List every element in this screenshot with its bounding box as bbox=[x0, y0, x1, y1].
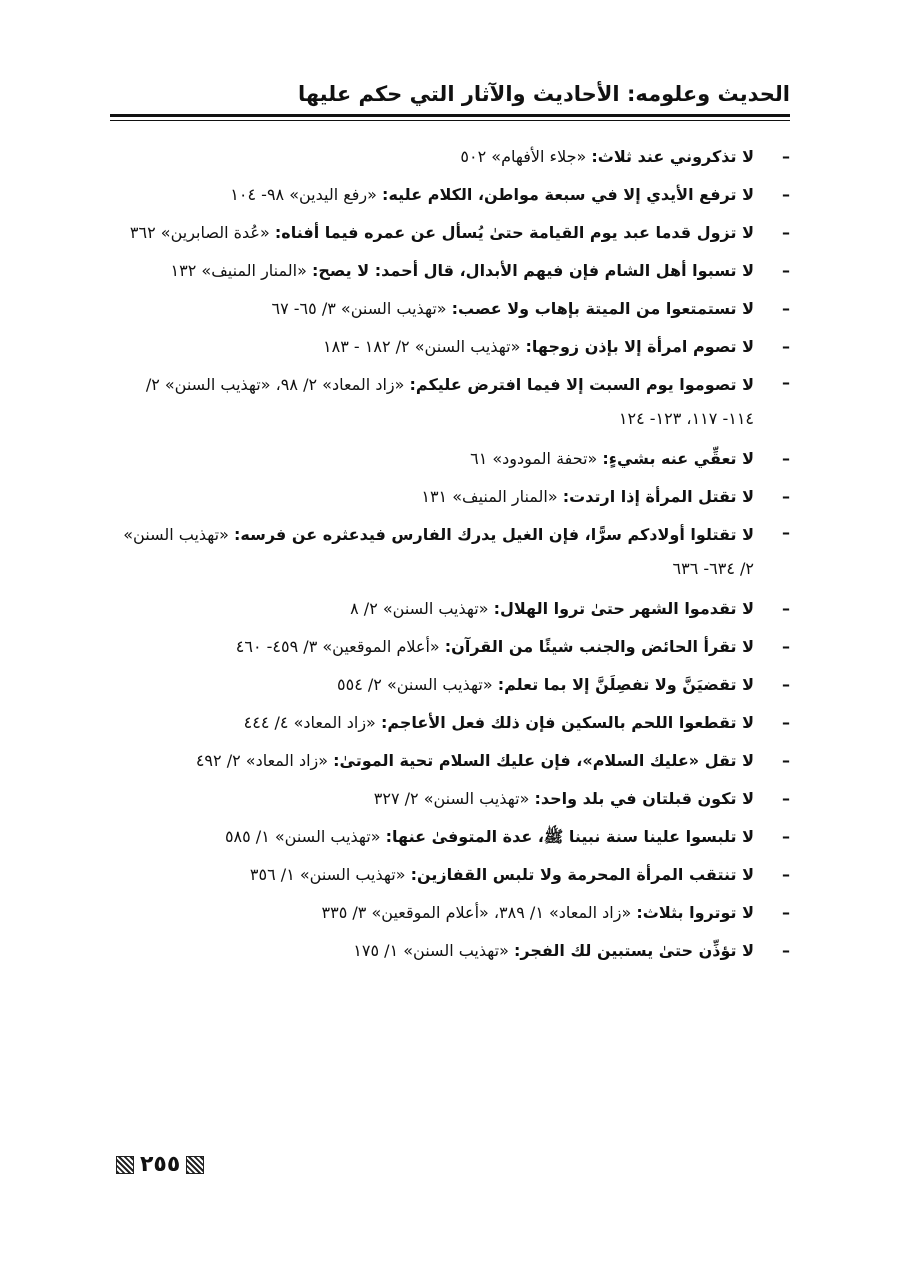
hadith-text: لا تقتلوا أولادكم سرًّا، فإن الغيل يدرك الفارس فيدعثره عن فرسه: bbox=[234, 525, 754, 544]
hadith-text: لا تلبسوا علينا سنة نبينا ﷺ، عدة المتوفىٰ عنها: bbox=[385, 827, 754, 846]
source-reference: «تهذيب السنن» ٢/ ٥٥٤ bbox=[337, 675, 493, 694]
hadith-text: لا تذكروني عند ثلاث: bbox=[591, 147, 754, 166]
list-item bbox=[110, 214, 790, 252]
hadith-text: لا تصوم امرأة إلا بإذن زوجها: bbox=[525, 337, 754, 356]
dash-bullet: – bbox=[782, 337, 790, 356]
list-item bbox=[110, 252, 790, 290]
page-number: ٢٥٥ bbox=[140, 1152, 181, 1177]
list-item bbox=[110, 704, 790, 742]
source-reference: «تهذيب السنن» ١/ ٥٨٥ bbox=[224, 827, 381, 846]
source-reference: «تهذيب السنن» ١/ ٣٥٦ bbox=[249, 865, 406, 884]
list-item bbox=[110, 138, 790, 176]
dash-bullet: – bbox=[782, 941, 790, 960]
list-item bbox=[110, 516, 790, 590]
dash-bullet: – bbox=[782, 865, 790, 884]
source-reference: «زاد المعاد» ١/ ٣٨٩، «أعلام الموقعين» ٣/ ٣٣٥ bbox=[321, 903, 632, 922]
source-reference: «زاد المعاد» ٤/ ٤٤٤ bbox=[243, 713, 376, 732]
hadith-text: لا ترفع الأيدي إلا في سبعة مواطن، الكلام عليه: bbox=[382, 185, 754, 204]
ornament-right-icon bbox=[186, 1156, 204, 1174]
hadith-text: لا تقرأ الحائض والجنب شيئًا من القرآن: bbox=[444, 637, 754, 656]
dash-bullet: – bbox=[782, 223, 790, 242]
list-item bbox=[110, 176, 790, 214]
list-item bbox=[110, 366, 790, 440]
dash-bullet: – bbox=[782, 903, 790, 922]
hadith-text: لا تؤذِّن حتىٰ يستبين لك الفجر: bbox=[514, 941, 754, 960]
dash-bullet: – bbox=[782, 373, 790, 392]
header-rule-thin bbox=[110, 120, 790, 121]
source-reference: «المنار المنيف» ١٣١ bbox=[421, 487, 558, 506]
hadith-text: لا تقتل المرأة إذا ارتدت: bbox=[562, 487, 754, 506]
source-reference: «تهذيب السنن» ٢/ ٦٣٤- ٦٣٦ bbox=[123, 525, 754, 578]
page-footer bbox=[116, 1152, 204, 1177]
source-reference: «المنار المنيف» ١٣٢ bbox=[170, 261, 307, 280]
dash-bullet: – bbox=[782, 449, 790, 468]
hadith-text: لا توتروا بثلاث: bbox=[636, 903, 754, 922]
dash-bullet: – bbox=[782, 523, 790, 542]
source-reference: «رفع اليدين» ٩٨- ١٠٤ bbox=[230, 185, 377, 204]
hadith-text: لا تعقِّي عنه بشيءٍ: bbox=[602, 449, 754, 468]
dash-bullet: – bbox=[782, 487, 790, 506]
hadith-text: لا تقدموا الشهر حتىٰ تروا الهلال: bbox=[493, 599, 754, 618]
list-item bbox=[110, 818, 790, 856]
hadith-text: لا تزول قدما عبد يوم القيامة حتىٰ يُسأل عن عمره فيما أفناه: bbox=[274, 223, 754, 242]
hadith-text: لا تكون قبلتان في بلد واحد: bbox=[534, 789, 754, 808]
list-item bbox=[110, 666, 790, 704]
dash-bullet: – bbox=[782, 751, 790, 770]
list-item bbox=[110, 894, 790, 932]
hadith-index-list bbox=[110, 138, 790, 970]
book-page bbox=[110, 0, 790, 1272]
list-item bbox=[110, 478, 790, 516]
hadith-text: لا تقل «عليك السلام»، فإن عليك السلام تحية الموتىٰ: bbox=[333, 751, 754, 770]
list-item bbox=[110, 856, 790, 894]
hadith-text: لا تستمتعوا من الميتة بإهاب ولا عصب: bbox=[451, 299, 754, 318]
source-reference: «تهذيب السنن» ١/ ١٧٥ bbox=[353, 941, 509, 960]
dash-bullet: – bbox=[782, 185, 790, 204]
list-item bbox=[110, 932, 790, 970]
list-item bbox=[110, 590, 790, 628]
dash-bullet: – bbox=[782, 675, 790, 694]
source-reference: «عُدة الصابرين» ٣٦٢ bbox=[129, 223, 270, 242]
dash-bullet: – bbox=[782, 147, 790, 166]
dash-bullet: – bbox=[782, 599, 790, 618]
source-reference: «تهذيب السنن» ٢/ ٨ bbox=[350, 599, 489, 618]
source-reference: «زاد المعاد» ٢/ ٤٩٢ bbox=[195, 751, 329, 770]
source-reference: «زاد المعاد» ٢/ ٩٨، «تهذيب السنن» ٢/ ١١٤- ١١٧، ١٢٣- ١٢٤ bbox=[145, 375, 754, 428]
list-item bbox=[110, 290, 790, 328]
ornament-left-icon bbox=[116, 1156, 134, 1174]
dash-bullet: – bbox=[782, 299, 790, 318]
source-reference: «تهذيب السنن» ٢/ ٣٢٧ bbox=[373, 789, 530, 808]
running-header: الحديث وعلومه: الأحاديث والآثار التي حكم عليها bbox=[297, 82, 790, 106]
source-reference: «أعلام الموقعين» ٣/ ٤٥٩- ٤٦٠ bbox=[235, 637, 440, 656]
dash-bullet: – bbox=[782, 261, 790, 280]
dash-bullet: – bbox=[782, 637, 790, 656]
header-rule-thick bbox=[110, 114, 790, 117]
hadith-text: لا تسبوا أهل الشام فإن فيهم الأبدال، قال أحمد: لا يصح: bbox=[311, 261, 754, 280]
list-item bbox=[110, 628, 790, 666]
source-reference: «تحفة المودود» ٦١ bbox=[470, 449, 598, 468]
hadith-text: لا تقضيَنَّ ولا تفصِلَنَّ إلا بما تعلم: bbox=[497, 675, 754, 694]
hadith-text: لا تصوموا يوم السبت إلا فيما افترض عليكم: bbox=[409, 375, 754, 394]
list-item bbox=[110, 742, 790, 780]
list-item bbox=[110, 440, 790, 478]
hadith-text: لا تقطعوا اللحم بالسكين فإن ذلك فعل الأعاجم: bbox=[380, 713, 754, 732]
list-item bbox=[110, 780, 790, 818]
list-item bbox=[110, 328, 790, 366]
dash-bullet: – bbox=[782, 827, 790, 846]
source-reference: «تهذيب السنن» ٣/ ٦٥- ٦٧ bbox=[271, 299, 447, 318]
source-reference: «تهذيب السنن» ٢/ ١٨٢ - ١٨٣ bbox=[323, 337, 521, 356]
hadith-text: لا تنتقب المرأة المحرمة ولا تلبس القفازين: bbox=[410, 865, 754, 884]
dash-bullet: – bbox=[782, 713, 790, 732]
dash-bullet: – bbox=[782, 789, 790, 808]
source-reference: «جلاء الأفهام» ٥٠٢ bbox=[460, 147, 587, 166]
